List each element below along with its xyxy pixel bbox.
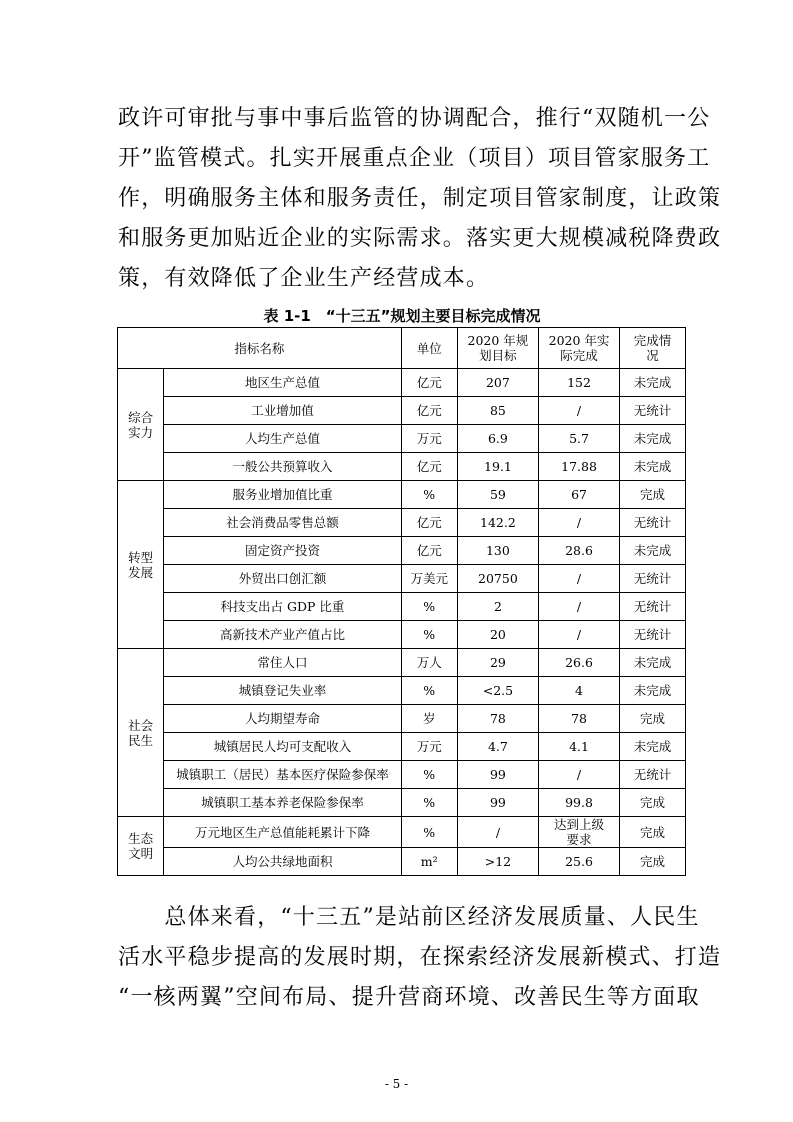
paragraph-top — [118, 99, 722, 299]
name-cell: 社会消费品零售总额 — [164, 509, 401, 537]
status-cell: 完成 — [620, 789, 686, 817]
plan-cell: 130 — [457, 537, 538, 565]
status-cell: 未完成 — [620, 677, 686, 705]
table-row — [118, 848, 686, 876]
unit-cell: 亿元 — [401, 453, 457, 481]
name-cell: 工业增加值 — [164, 397, 401, 425]
table-row — [118, 509, 686, 537]
actual-cell: 25.6 — [539, 848, 620, 876]
name-cell: 城镇居民人均可支配收入 — [164, 733, 401, 761]
status-cell: 未完成 — [620, 733, 686, 761]
unit-cell: % — [401, 761, 457, 789]
unit-cell: 亿元 — [401, 369, 457, 397]
unit-cell: % — [401, 817, 457, 848]
table-row — [118, 565, 686, 593]
plan-cell: 4.7 — [457, 733, 538, 761]
plan-cell: 2 — [457, 593, 538, 621]
unit-cell: 万人 — [401, 649, 457, 677]
name-cell: 常住人口 — [164, 649, 401, 677]
status-cell: 完成 — [620, 481, 686, 509]
name-cell: 外贸出口创汇额 — [164, 565, 401, 593]
actual-cell: 达到上级 要求 — [539, 817, 620, 848]
status-cell: 未完成 — [620, 537, 686, 565]
status-cell: 完成 — [620, 705, 686, 733]
unit-cell: % — [401, 481, 457, 509]
table-row — [118, 677, 686, 705]
targets-table — [117, 327, 686, 876]
category-cell: 生态 文明 — [118, 817, 164, 876]
unit-cell: m² — [401, 848, 457, 876]
name-cell: 科技支出占 GDP 比重 — [164, 593, 401, 621]
category-cell: 综合 实力 — [118, 369, 164, 481]
plan-cell: 78 — [457, 705, 538, 733]
plan-cell: 20 — [457, 621, 538, 649]
actual-cell: / — [539, 397, 620, 425]
actual-cell: 28.6 — [539, 537, 620, 565]
name-cell: 一般公共预算收入 — [164, 453, 401, 481]
unit-cell: % — [401, 593, 457, 621]
plan-cell: 20750 — [457, 565, 538, 593]
table-row — [118, 369, 686, 397]
text-line: 作，明确服务主体和服务责任，制定项目管家制度，让政策 — [118, 186, 722, 211]
unit-cell: 万美元 — [401, 565, 457, 593]
unit-cell: 万元 — [401, 425, 457, 453]
unit-cell: 亿元 — [401, 509, 457, 537]
text-line: 开”监管模式。扎实开展重点企业（项目）项目管家服务工 — [118, 146, 711, 171]
paragraph-bottom — [118, 898, 722, 1018]
actual-cell: / — [539, 593, 620, 621]
name-cell: 固定资产投资 — [164, 537, 401, 565]
header-plan: 2020 年规 划目标 — [457, 328, 538, 369]
plan-cell: 207 — [457, 369, 538, 397]
category-cell: 转型 发展 — [118, 481, 164, 649]
plan-cell: >12 — [457, 848, 538, 876]
header-unit: 单位 — [401, 328, 457, 369]
table-row — [118, 453, 686, 481]
unit-cell: 亿元 — [401, 397, 457, 425]
table-header-row — [118, 328, 686, 369]
plan-cell: 85 — [457, 397, 538, 425]
name-cell: 服务业增加值比重 — [164, 481, 401, 509]
status-cell: 未完成 — [620, 453, 686, 481]
unit-cell: % — [401, 621, 457, 649]
actual-cell: 5.7 — [539, 425, 620, 453]
status-cell: 无统计 — [620, 621, 686, 649]
header-actual: 2020 年实 际完成 — [539, 328, 620, 369]
plan-cell: 19.1 — [457, 453, 538, 481]
table-row — [118, 537, 686, 565]
text-line: 活水平稳步提高的发展时期，在探索经济发展新模式、打造 — [118, 945, 722, 970]
name-cell: 人均生产总值 — [164, 425, 401, 453]
table-row — [118, 649, 686, 677]
text-line: 总体来看，“十三五”是站前区经济发展质量、人民生 — [118, 905, 700, 930]
header-name: 指标名称 — [118, 328, 402, 369]
plan-cell: / — [457, 817, 538, 848]
status-cell: 无统计 — [620, 593, 686, 621]
plan-cell: 29 — [457, 649, 538, 677]
category-cell: 社会 民生 — [118, 649, 164, 817]
header-status: 完成情 况 — [620, 328, 686, 369]
plan-cell: 99 — [457, 761, 538, 789]
text-line: “一核两翼”空间布局、提升营商环境、改善民生等方面取 — [118, 985, 700, 1010]
status-cell: 完成 — [620, 848, 686, 876]
name-cell: 地区生产总值 — [164, 369, 401, 397]
status-cell: 无统计 — [620, 565, 686, 593]
status-cell: 无统计 — [620, 397, 686, 425]
plan-cell: 99 — [457, 789, 538, 817]
table-row — [118, 425, 686, 453]
status-cell: 完成 — [620, 817, 686, 848]
actual-cell: / — [539, 565, 620, 593]
unit-cell: 亿元 — [401, 537, 457, 565]
table-row — [118, 733, 686, 761]
actual-cell: 152 — [539, 369, 620, 397]
name-cell: 城镇登记失业率 — [164, 677, 401, 705]
actual-cell: 67 — [539, 481, 620, 509]
table-row — [118, 593, 686, 621]
text-line: 策，有效降低了企业生产经营成本。 — [118, 266, 490, 291]
name-cell: 万元地区生产总值能耗累计下降 — [164, 817, 401, 848]
actual-cell: 78 — [539, 705, 620, 733]
name-cell: 城镇职工基本养老保险参保率 — [164, 789, 401, 817]
unit-cell: % — [401, 677, 457, 705]
status-cell: 无统计 — [620, 761, 686, 789]
actual-cell: 26.6 — [539, 649, 620, 677]
unit-cell: 岁 — [401, 705, 457, 733]
plan-cell: <2.5 — [457, 677, 538, 705]
plan-cell: 6.9 — [457, 425, 538, 453]
text-line: 和服务更加贴近企业的实际需求。落实更大规模减税降费政 — [118, 226, 722, 251]
actual-cell: / — [539, 761, 620, 789]
name-cell: 人均期望寿命 — [164, 705, 401, 733]
status-cell: 未完成 — [620, 369, 686, 397]
unit-cell: 万元 — [401, 733, 457, 761]
page-number: - 5 - — [384, 1077, 409, 1091]
name-cell: 人均公共绿地面积 — [164, 848, 401, 876]
table-caption: 表 1-1 “十三五”规划主要目标完成情况 — [263, 307, 541, 325]
unit-cell: % — [401, 789, 457, 817]
actual-cell: / — [539, 621, 620, 649]
name-cell: 城镇职工（居民）基本医疗保险参保率 — [164, 761, 401, 789]
table-row — [118, 761, 686, 789]
status-cell: 无统计 — [620, 509, 686, 537]
actual-cell: 17.88 — [539, 453, 620, 481]
name-cell: 高新技术产业产值占比 — [164, 621, 401, 649]
table-row — [118, 789, 686, 817]
table-row — [118, 705, 686, 733]
status-cell: 未完成 — [620, 649, 686, 677]
actual-cell: 4.1 — [539, 733, 620, 761]
table-row — [118, 481, 686, 509]
table-row — [118, 621, 686, 649]
actual-cell: / — [539, 509, 620, 537]
table-row — [118, 397, 686, 425]
actual-cell: 99.8 — [539, 789, 620, 817]
text-line: 政许可审批与事中事后监管的协调配合，推行“双随机一公 — [118, 106, 711, 131]
actual-cell: 4 — [539, 677, 620, 705]
table-row — [118, 817, 686, 848]
plan-cell: 59 — [457, 481, 538, 509]
plan-cell: 142.2 — [457, 509, 538, 537]
status-cell: 未完成 — [620, 425, 686, 453]
